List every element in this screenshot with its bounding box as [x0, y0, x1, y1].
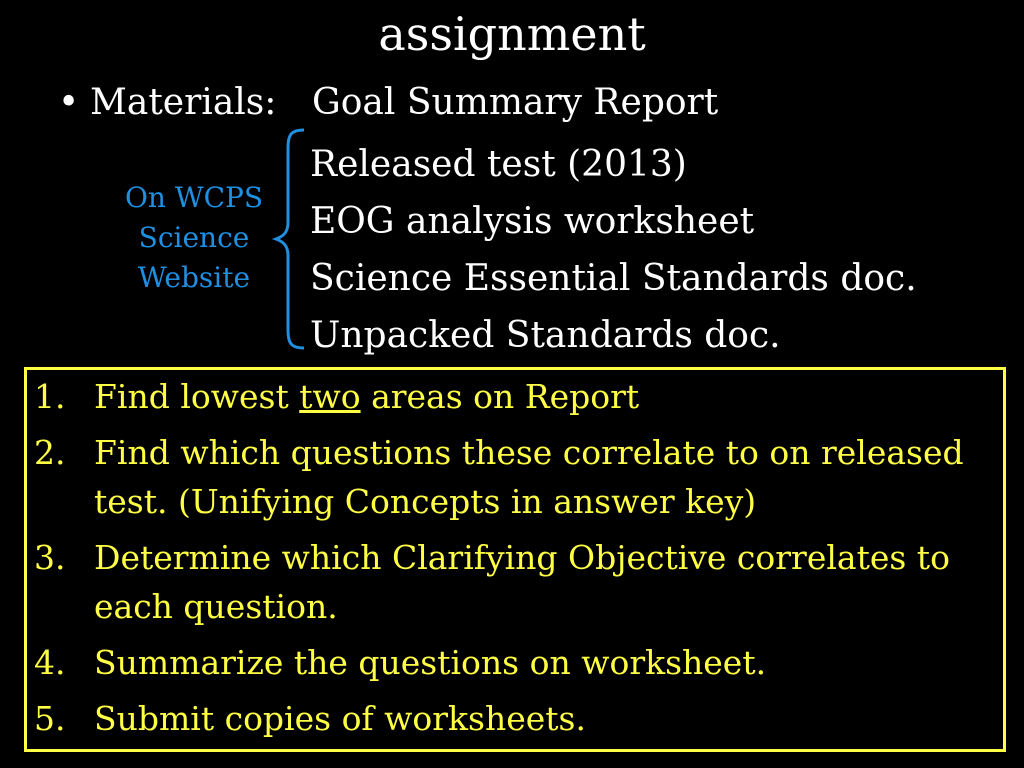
task-item [34, 638, 994, 687]
task-text: Submit copies of worksheets. [94, 699, 586, 738]
material-item: Unpacked Standards doc. [310, 315, 781, 356]
task-item [34, 372, 994, 421]
task-item [34, 428, 994, 526]
task-number: 1. [34, 377, 66, 416]
task-text [94, 377, 639, 416]
materials-list [310, 136, 917, 364]
task-text: Determine which Clarifying Objective correlates to each question. [94, 538, 950, 626]
task-text: Summarize the questions on worksheet. [94, 643, 767, 682]
website-note-line: On WCPS [124, 181, 264, 214]
task-number: 4. [34, 643, 66, 682]
task-number: 3. [34, 538, 66, 577]
task-text-part: Find lowest [94, 377, 300, 416]
task-item [34, 533, 994, 631]
website-note-line: Website [137, 261, 251, 294]
material-item: Goal Summary Report [312, 82, 719, 123]
task-list [34, 372, 994, 750]
task-number: 2. [34, 433, 66, 472]
website-note-line: Science [138, 221, 250, 254]
material-item: EOG analysis worksheet [310, 201, 755, 242]
task-item [34, 694, 994, 743]
material-item: Science Essential Standards doc. [310, 258, 917, 299]
task-text-part: areas on Report [360, 377, 640, 416]
slide-title: assignment [378, 7, 646, 61]
task-text: Find which questions these correlate to on released test. (Unifying Concepts in answer key) [94, 433, 964, 521]
website-note [108, 178, 280, 298]
bullet-icon: • [58, 82, 80, 123]
task-number: 5. [34, 699, 66, 738]
task-emphasis: two [299, 377, 361, 416]
materials-label: Materials: [90, 82, 277, 123]
materials-bullet-line [58, 80, 718, 126]
material-item: Released test (2013) [310, 144, 687, 185]
